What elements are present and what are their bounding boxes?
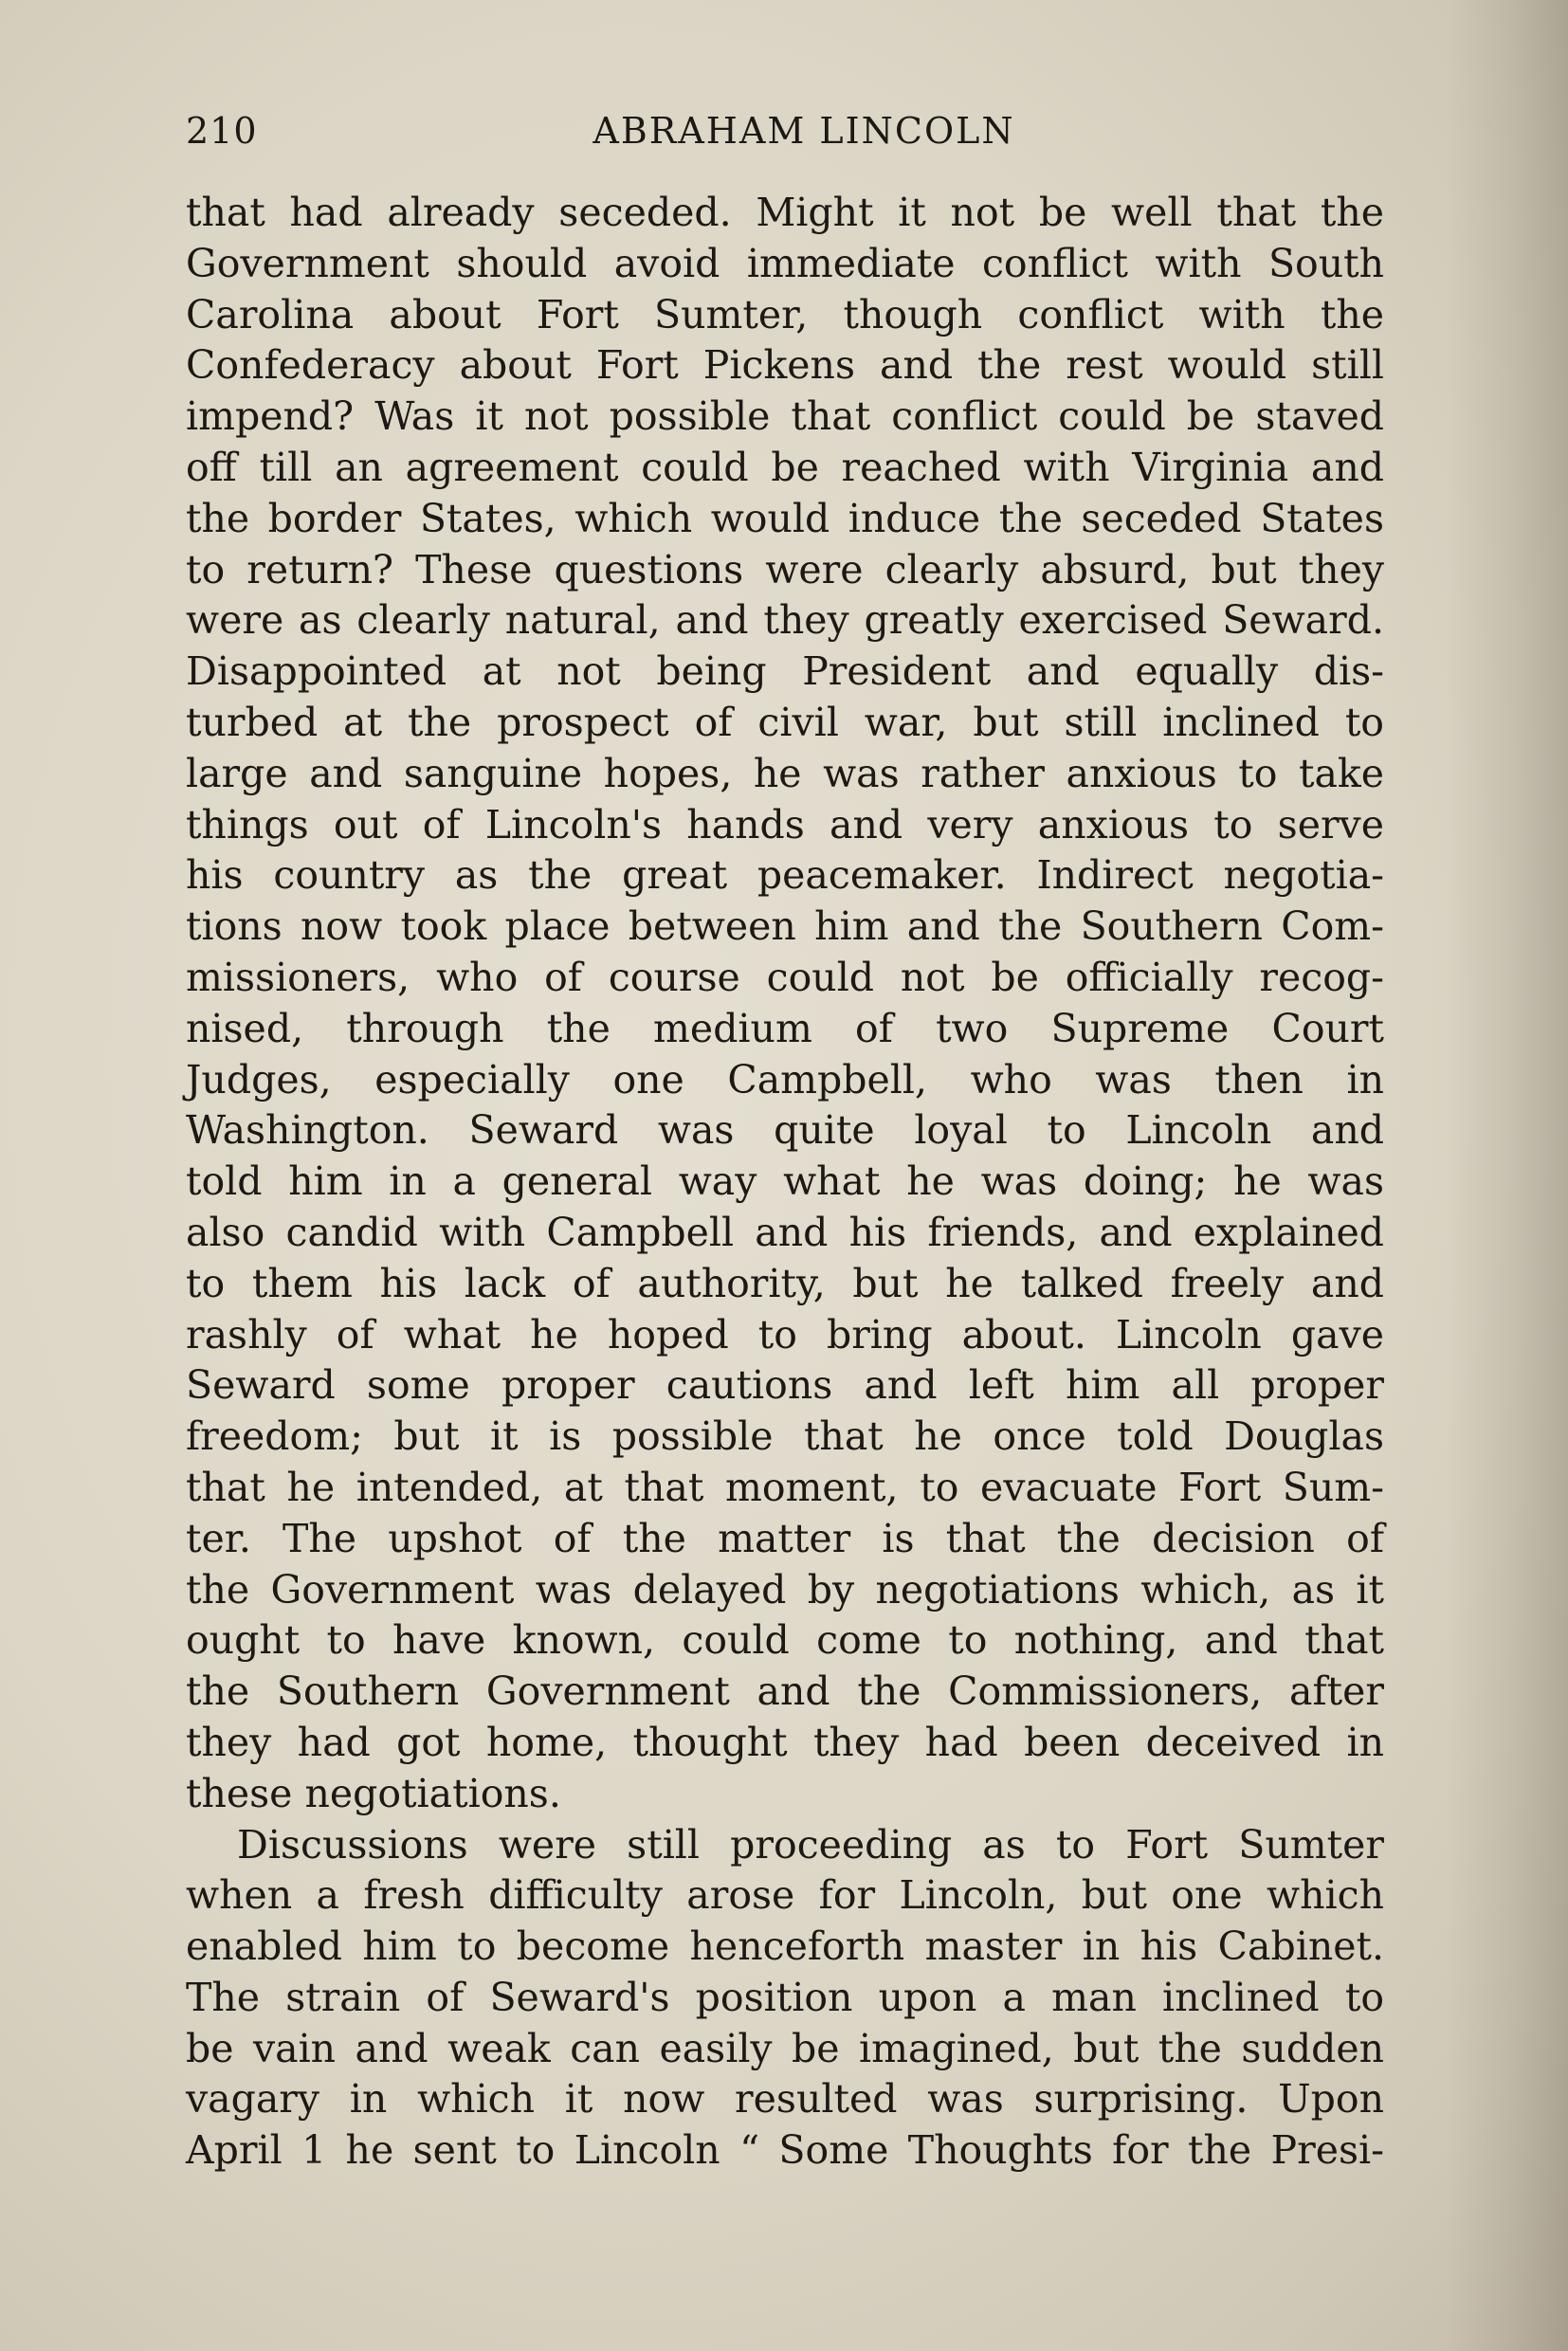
text-line: vagary in which it now resulted was surprising. Upon (186, 2076, 1384, 2123)
text-line: turbed at the prospect of civil war, but still inclined to (186, 699, 1384, 745)
text-line: April 1 he sent to Lincoln “ Some Thoughts for the Presi- (186, 2127, 1384, 2174)
text-line: told him in a general way what he was doing; he was (186, 1158, 1384, 1205)
paragraph (186, 188, 1384, 1820)
text-line: large and sanguine hopes, he was rather anxious to take (186, 750, 1384, 796)
text-line: rashly of what he hoped to bring about. Lincoln gave (186, 1311, 1384, 1358)
page-number: 210 (186, 110, 258, 152)
body-text (186, 188, 1384, 2177)
page-edge-shadow (1445, 0, 1568, 2351)
text-line: to return? These questions were clearly absurd, but they (186, 546, 1384, 592)
text-line: enabled him to become henceforth master in his Cabinet. (186, 1923, 1384, 1970)
text-line: that he intended, at that moment, to evacuate Fort Sum- (186, 1464, 1384, 1510)
page-header (186, 102, 1384, 159)
text-line: that had already seceded. Might it not be well that the (186, 190, 1384, 235)
running-title: ABRAHAM LINCOLN (593, 110, 1015, 152)
text-line: ought to have known, could come to nothing, and that (186, 1617, 1384, 1664)
text-line: nised, through the medium of two Supreme Court (186, 1005, 1384, 1051)
text-line: his country as the great peacemaker. Indirect negotia- (186, 852, 1384, 899)
paragraph (186, 1820, 1384, 2178)
text-line: Disappointed at not being President and equally dis- (186, 648, 1384, 695)
text-line: Judges, especially one Campbell, who was then in (186, 1056, 1384, 1103)
text-line: were as clearly natural, and they greatly exercised Seward. (186, 597, 1384, 644)
text-line: also candid with Campbell and his friends, and explained (186, 1209, 1384, 1255)
text-line: ter. The upshot of the matter is that the decision of (186, 1515, 1384, 1561)
text-line: the border States, which would induce the seceded States (186, 495, 1384, 541)
text-line: when a fresh difficulty arose for Lincoln, but one which (186, 1872, 1384, 1919)
text-line: tions now took place between him and the Southern Com- (186, 903, 1384, 950)
text-line: impend? Was it not possible that conflict could be staved (186, 393, 1384, 440)
text-line: freedom; but it is possible that he once told Douglas (186, 1413, 1384, 1460)
text-line: Confederacy about Fort Pickens and the rest would still (186, 342, 1384, 389)
text-line: Washington. Seward was quite loyal to Lincoln and (186, 1107, 1384, 1154)
text-line: these negotiations. (186, 1770, 561, 1816)
text-line: off till an agreement could be reached with Virginia and (186, 444, 1384, 490)
text-line: things out of Lincoln's hands and very anxious to serve (186, 801, 1384, 847)
text-line: Government should avoid immediate conflict with South (186, 240, 1384, 286)
text-line: Carolina about Fort Sumter, though conflict with the (186, 291, 1384, 337)
text-line: be vain and weak can easily be imagined, but the sudden (186, 2025, 1384, 2071)
text-line: The strain of Seward's position upon a man inclined to (186, 1974, 1384, 2020)
text-line: they had got home, thought they had been deceived in (186, 1719, 1384, 1765)
text-line: the Southern Government and the Commissioners, after (186, 1668, 1384, 1715)
text-line: missioners, who of course could not be officially recog- (186, 954, 1384, 1000)
text-line: Discussions were still proceeding as to Fort Sumter (237, 1821, 1384, 1868)
text-line: Seward some proper cautions and left him all proper (186, 1362, 1384, 1409)
text-line: the Government was delayed by negotiations which, as it (186, 1566, 1384, 1613)
text-line: to them his lack of authority, but he talked freely and (186, 1260, 1384, 1306)
